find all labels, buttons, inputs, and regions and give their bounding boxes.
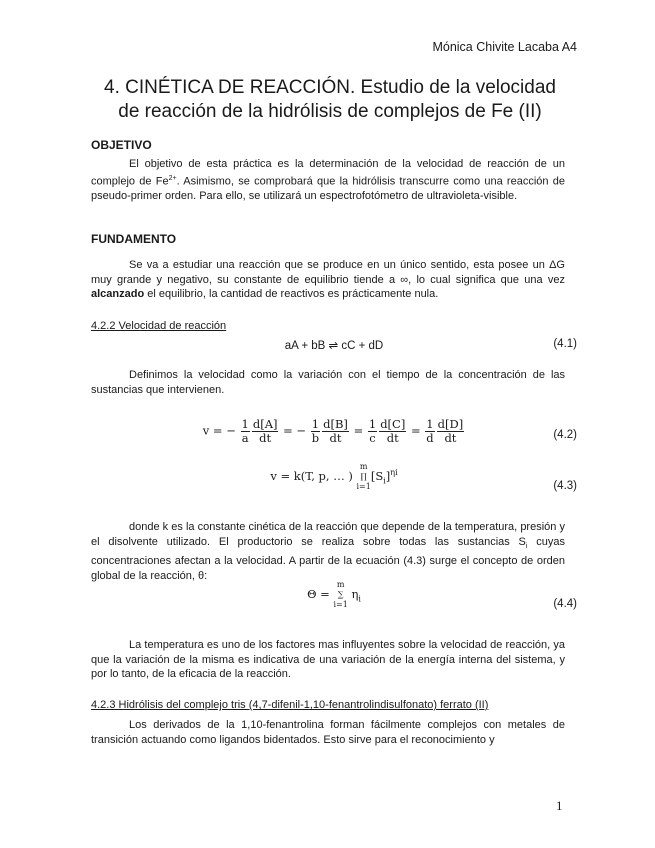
eq44-term: η: [351, 587, 359, 601]
eq42-frac-7: $\frac{1}{d}$: [426, 417, 434, 445]
eq42-frac-6: $\frac{d[C]}{dt}$: [380, 417, 406, 445]
page-title: [70, 76, 590, 124]
header-author: Mónica Chivite Lacaba A4: [432, 40, 577, 54]
paragraph-temperatura: La temperatura es uno de los factores mas influyentes sobre la velocidad de reacción, ya que la variación de la misma es indicativa de una variación de la energía interna del sistema, y por lo tanto, de la eficacia de la reacción.: [91, 639, 565, 681]
eq42-op-1: = −: [283, 423, 307, 438]
equation-4-2: [91, 418, 577, 458]
eq42-lhs: v = −: [202, 423, 236, 438]
equation-4-3-number: (4.3): [553, 480, 577, 492]
equation-4-1: [91, 338, 577, 358]
equation-4-1-number: (4.1): [553, 338, 577, 350]
equation-4-1-body: aA + bB ⇌ cC + dD: [284, 340, 384, 352]
heading-fundamento: FUNDAMENTO: [91, 232, 177, 246]
equation-4-3-body: v = k(T, p, … ) m ∏ i=1 $[S_i]^{\eta i}$: [270, 462, 398, 491]
eq44-sum: m ∑ i=1: [333, 580, 348, 609]
page-number: 1: [556, 798, 563, 813]
fundamento-text-2: el equilibrio, la cantidad de reactivos es prácticamente nula.: [144, 288, 439, 301]
subsection-title-423: 4.2.3 Hidrólisis del complejo tris (4,7-difenil-1,10-fenantrolindisulfonato) ferrato (II): [91, 699, 489, 711]
equation-4-2-number: (4.2): [553, 429, 577, 441]
eq43-term: [S: [370, 469, 384, 483]
eq42-frac-2: $\frac{d[A]}{dt}$: [252, 417, 278, 445]
equation-4-2-body: [91, 418, 577, 445]
equation-4-4: [91, 580, 577, 630]
eq42-op-2: =: [353, 423, 364, 438]
heading-objetivo: OBJETIVO: [91, 138, 152, 152]
objetivo-text-1: El objetivo de esta práctica es la determinación de la velocidad de reacción de un complejo de Fe: [91, 158, 565, 188]
eq44-lhs: Θ =: [307, 587, 330, 601]
paragraph-velocidad: Definimos la velocidad como la variación con el tiempo de la concentración de las sustancias que intervienen.: [91, 369, 565, 396]
paragraph-derivados: Los derivados de la 1,10-fenantrolina forman fácilmente complejos con metales de transición actuando como ligandos bidentados. Esto sirve para el reconocimiento y: [91, 719, 565, 746]
eq42-op-3: =: [410, 423, 421, 438]
eq42-frac-8: $\frac{d[D]}{dt}$: [437, 417, 464, 445]
eq43-product: m ∏ i=1: [356, 462, 371, 491]
paragraph-fundamento: [91, 258, 565, 302]
paragraph-objetivo: [91, 157, 565, 203]
eq42-frac-3: $\frac{1}{b}$: [311, 417, 320, 445]
equation-4-4-body: Θ = m ∑ i=1 $\eta_i$: [307, 580, 361, 609]
objetivo-superscript: 2+: [168, 174, 177, 182]
objetivo-text-2: . Asimismo, se comprobará que la hidrólisis transcurre como una reacción de pseudo-primer orden. Para ello, se utilizará un espectrofotómetro de ultravioleta-visible.: [91, 175, 565, 202]
eq43-lhs: v = k(T, p, … ): [270, 469, 353, 483]
equation-4-4-number: (4.4): [553, 598, 577, 610]
eq42-frac-1: $\frac{1}{a}$: [241, 417, 249, 445]
fundamento-bold: alcanzado: [91, 288, 145, 301]
fundamento-text-1: Se va a estudiar una reacción que se produce en un único sentido, esta posee un ΔG muy grande y negativo, su constante de equilibrio tiende a ∞, lo cual significa que una vez: [91, 259, 565, 286]
eq42-frac-5: $\frac{1}{c}$: [368, 417, 377, 445]
title-line-1: 4. CINÉTICA DE REACCIÓN. Estudio de la velocidad: [104, 77, 556, 98]
eq42-frac-4: $\frac{d[B]}{dt}$: [323, 417, 348, 445]
title-line-2: de reacción de la hidrólisis de complejos de Fe (II): [118, 101, 542, 122]
subsection-title-422: 4.2.2 Velocidad de reacción: [91, 320, 227, 332]
equation-4-3: [91, 462, 577, 512]
eq43-exponent: ηi: [390, 468, 398, 478]
paragraph-constante: donde k es la constante cinética de la reacción que depende de la temperatura, presión y el disolvente utilizado. El productorio se realiza sobre todas las sustancias $S_i$ cuyas concentraciones afectan a la velocidad. A partir de la ecuación (4.3) surge el concepto de orden global de la reacción, θ:: [91, 521, 565, 582]
